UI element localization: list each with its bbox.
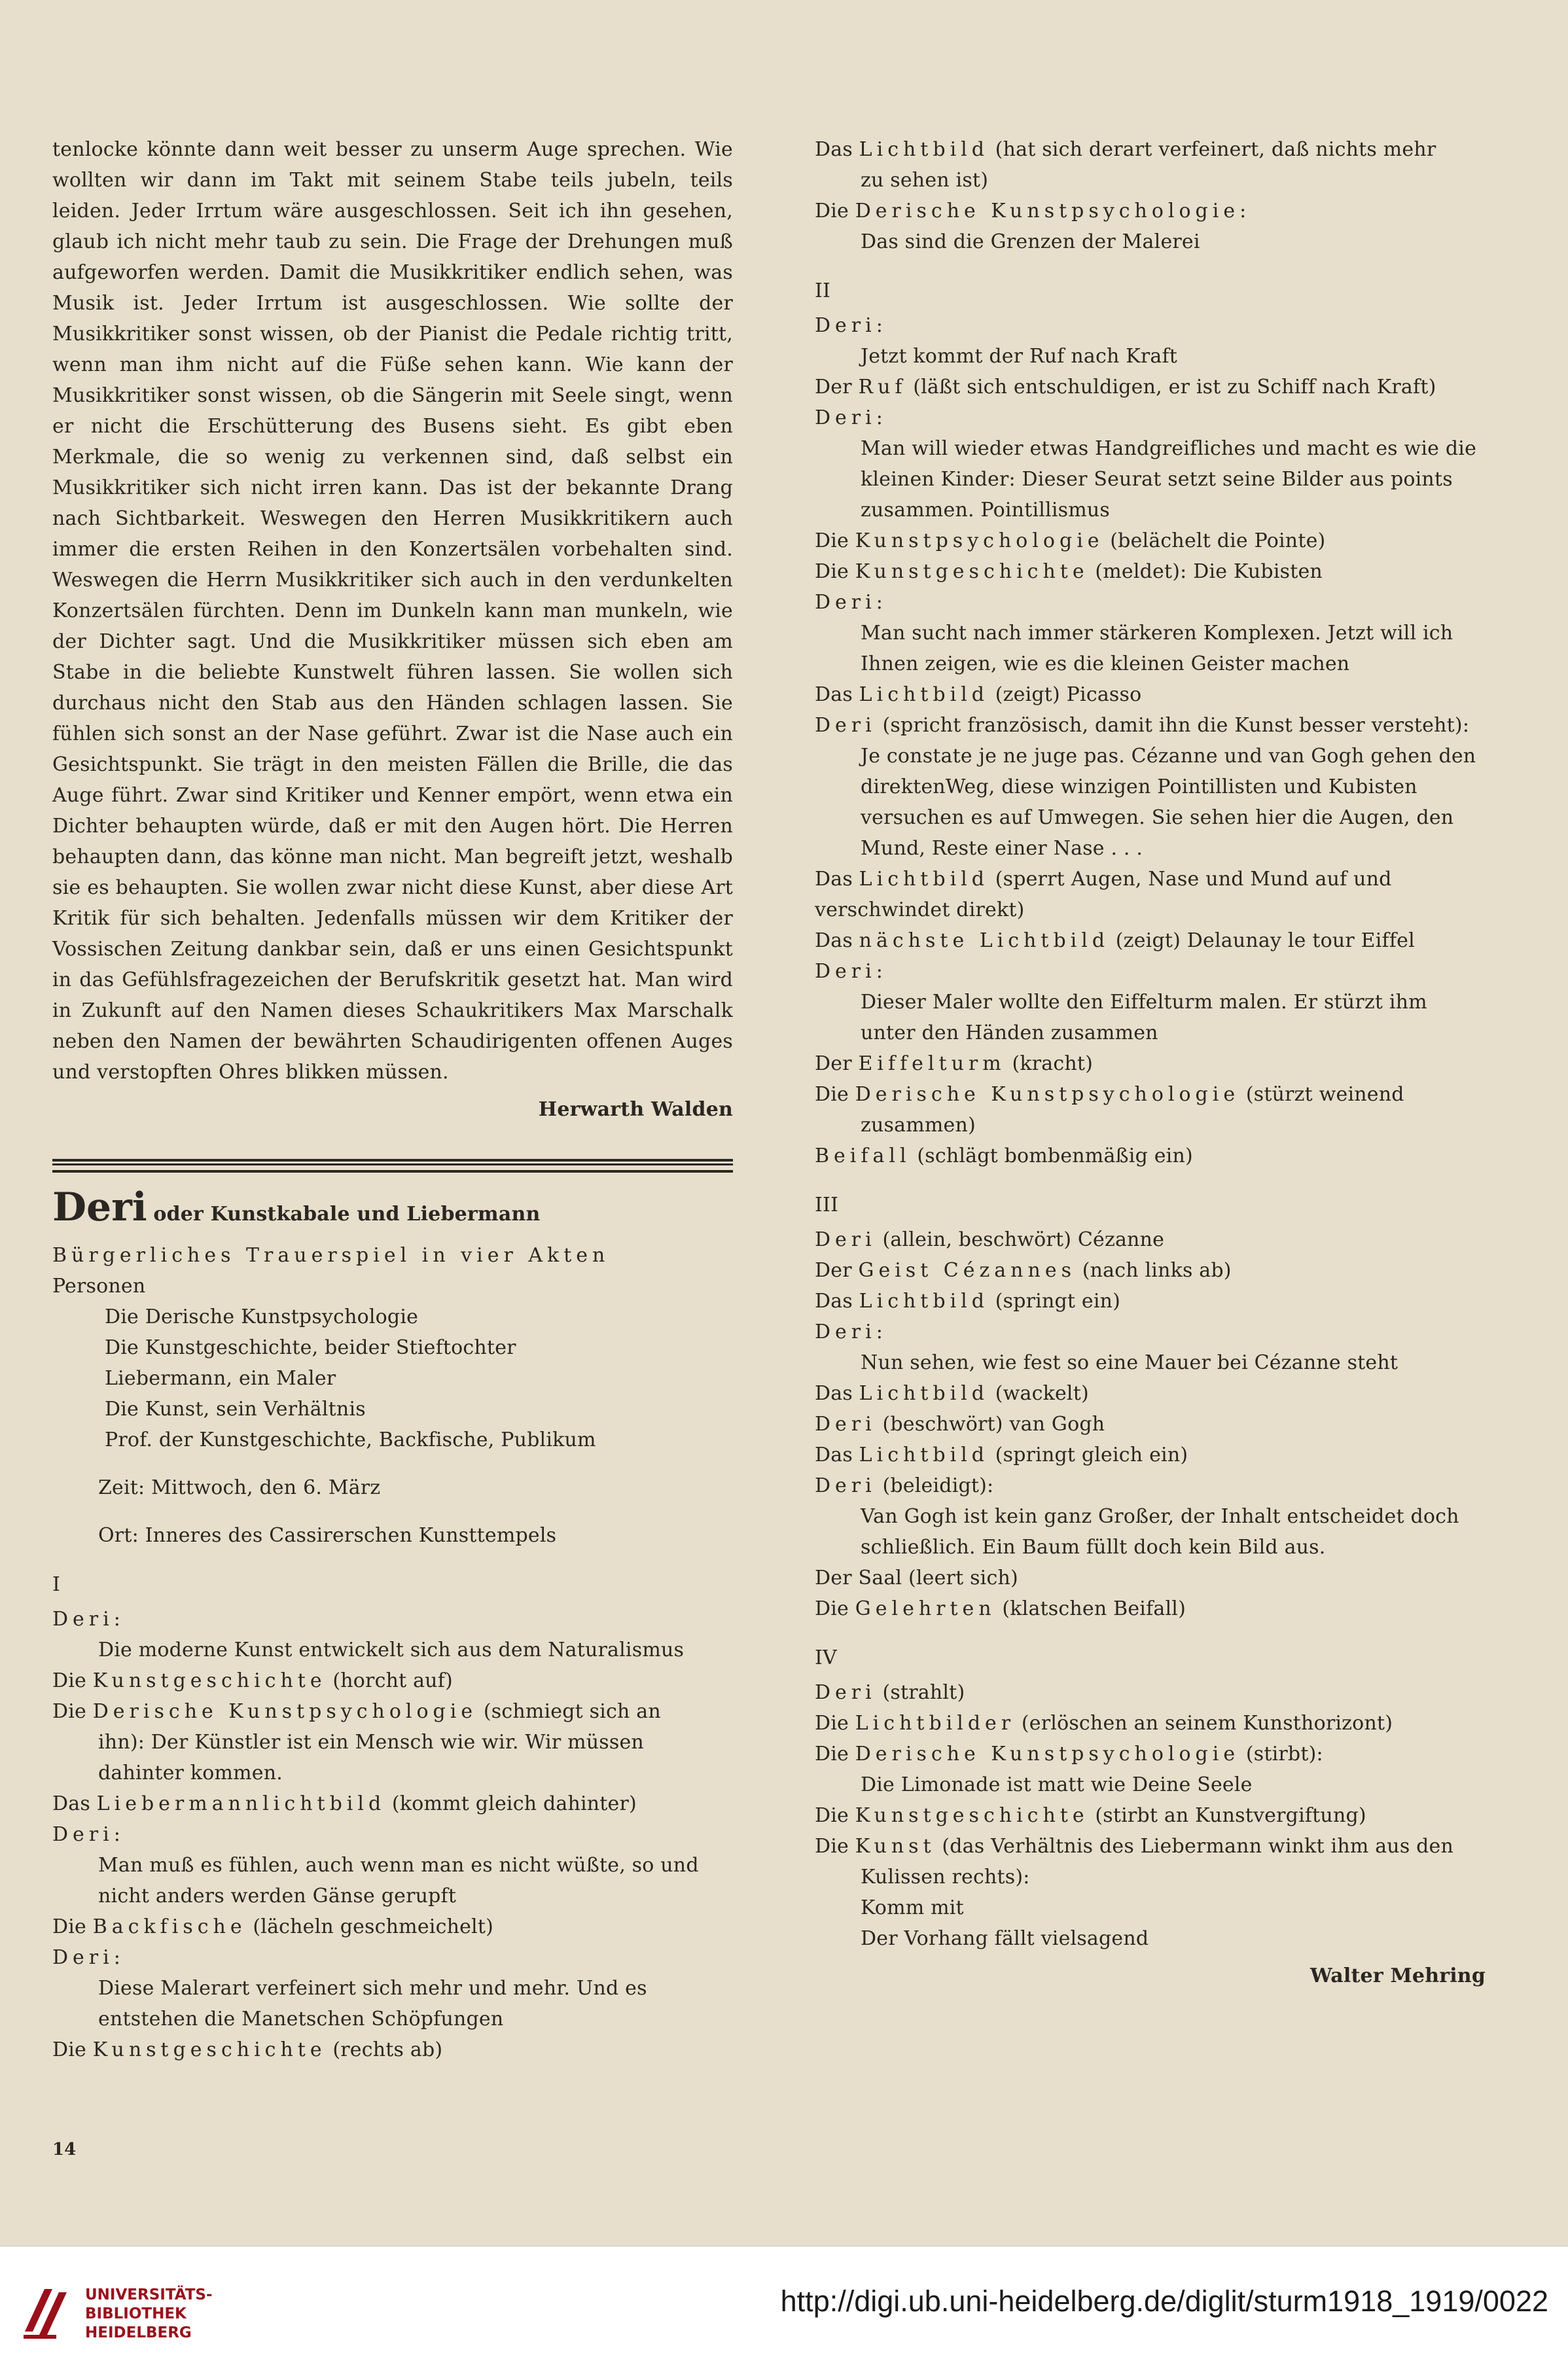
speaker-name: Derische Kunstpsychologie: [855, 1083, 1240, 1106]
speaker-name: Deri: [815, 960, 876, 983]
speaker-line: Das Lichtbild (hat sich derart verfeinert, daß nichts mehr: [815, 138, 1436, 161]
speaker-line: Das Lichtbild (springt ein): [815, 1290, 1121, 1313]
dialogue-line: Die moderne Kunst entwickelt sich aus dem Naturalismus: [98, 1639, 685, 1661]
speaker-name: Lichtbild: [859, 683, 989, 706]
speaker-name: Kunst: [855, 1835, 936, 1858]
page-number: 14: [52, 2140, 77, 2159]
play-title-rest: oder Kunstkabale und Liebermann: [153, 1203, 541, 1226]
speaker-name: Ruf: [858, 376, 907, 399]
speaker-name: Derische Kunstpsychologie: [855, 200, 1240, 222]
speaker-line: Deri:: [815, 314, 883, 337]
speaker-line: Die Derische Kunstpsychologie (schmiegt sich an: [52, 1700, 661, 1723]
speaker-name: Beifall: [815, 1145, 911, 1167]
dialogue-line: zusammen): [861, 1114, 976, 1137]
speaker-name: Kunstgeschichte: [92, 1669, 327, 1692]
source-url-link[interactable]: http://digi.ub.uni-heidelberg.de/diglit/sturm1918_1919/0022: [780, 2284, 1548, 2318]
speaker-name: Derische Kunstpsychologie: [92, 1700, 478, 1723]
speaker-line: Die Kunstgeschichte (rechts ab): [52, 2038, 443, 2061]
speaker-name: Kunstgeschichte: [855, 1804, 1089, 1827]
speaker-line: Deri (strahlt): [815, 1681, 965, 1704]
speaker-line: Deri (spricht französisch, damit ihn die Kunst besser versteht):: [815, 714, 1470, 737]
role-item: Liebermann, ein Maler: [105, 1367, 336, 1390]
speaker-name: Kunstpsychologie: [855, 529, 1104, 552]
speaker-line: Die Kunst (das Verhältnis des Liebermann winkt ihm aus den: [815, 1835, 1454, 1858]
play-place: Ort: Inneres des Cassirerschen Kunsttempels: [98, 1524, 557, 1547]
speaker-name: Deri: [815, 1228, 876, 1251]
dialogue-line: Van Gogh ist kein ganz Großer, der Inhalt entscheidet doch schließlich. Ein Baum füllt doch kein Bild aus.: [861, 1505, 1459, 1559]
library-name-line: HEIDELBERG: [85, 2324, 192, 2341]
speaker-line: Deri:: [815, 591, 883, 614]
speaker-line: Beifall (schlägt bombenmäßig ein): [815, 1145, 1193, 1167]
speaker-name: Geist Cézannes: [858, 1259, 1076, 1282]
stage-direction: Der Saal (leert sich): [815, 1567, 1018, 1589]
dialogue-line: Nun sehen, wie fest so eine Mauer bei Cézanne steht: [861, 1351, 1399, 1374]
speaker-line: Die Lichtbilder (erlöschen an seinem Kunsthorizont): [815, 1712, 1393, 1735]
dialogue-line: Je constate je ne juge pas. Cézanne und van Gogh gehen den direktenWeg, diese winzigen Pointillisten und Kubisten versuchen es auf Umwegen. Sie sehen hier die Augen, den Mund, Reste einer Nase . . .: [861, 745, 1476, 860]
library-name-line: UNIVERSITÄTS-: [85, 2286, 213, 2303]
play-title-main: Deri: [52, 1184, 147, 1230]
speaker-name: Deri: [815, 314, 876, 337]
play-title: [52, 1184, 733, 1230]
role-item: Die Kunst, sein Verhältnis: [105, 1398, 366, 1421]
dialogue-line: ihn): Der Künstler ist ein Mensch wie wir. Wir müssen dahinter kommen.: [98, 1731, 644, 1784]
speaker-name: Deri: [815, 1321, 876, 1343]
speaker-line: Die Derische Kunstpsychologie:: [815, 200, 1247, 222]
speaker-name: Eiffelturm: [858, 1052, 1006, 1075]
speaker-name: Lichtbild: [859, 1290, 989, 1313]
speaker-name: Deri: [52, 1608, 114, 1631]
speaker-name: Deri: [815, 714, 876, 737]
speaker-line: Deri:: [52, 1608, 121, 1631]
speaker-name: Derische Kunstpsychologie: [855, 1743, 1240, 1766]
role-item: Die Derische Kunstpsychologie: [105, 1305, 419, 1328]
dialogue-line: Die Limonade ist matt wie Deine Seele: [861, 1773, 1253, 1796]
speaker-line: Das Lichtbild (springt gleich ein): [815, 1444, 1188, 1466]
dialogue-line: Komm mit: [861, 1896, 964, 1919]
right-column: [815, 134, 1486, 1991]
speaker-name: Lichtbilder: [855, 1712, 1016, 1735]
speaker-line: Das Liebermannlichtbild (kommt gleich dahinter): [52, 1792, 637, 1815]
speaker-line: Deri:: [815, 960, 883, 983]
speaker-line: Deri:: [815, 1321, 883, 1343]
speaker-line: Die Kunstgeschichte (horcht auf): [52, 1669, 453, 1692]
speaker-line: Die Kunstpsychologie (belächelt die Pointe): [815, 529, 1326, 552]
speaker-name: Deri: [815, 1681, 876, 1704]
dialogue-line: Man sucht nach immer stärkeren Komplexen. Jetzt will ich Ihnen zeigen, wie es die kleinen Geister machen: [861, 622, 1453, 675]
dialogue-line: Man muß es fühlen, auch wenn man es nicht wüßte, so und nicht anders werden Gänse gerupft: [98, 1854, 699, 1908]
article-paragraph: tenlocke könnte dann weit besser zu unserm Auge sprechen. Wie wollten wir dann im Takt mit seinem Stabe teils jubeln, teils leiden. Jeder Irrtum wäre ausgeschlossen. Seit ich ihn gesehen, glaub ich nicht mehr taub zu sein. Die Frage der Drehungen muß aufgeworfen werden. Damit die Musikkritiker endlich sehen, was Musik ist. Jeder Irrtum ist ausgeschlossen. Wie sollte der Musikkritiker sonst wissen, ob der Pianist die Pedale richtig tritt, wenn man ihm nicht auf die Füße sehen kann. Wie kann der Musikkritiker sonst wissen, ob die Sängerin mit Seele singt, wenn er nicht die Erschütterung des Busens sieht. Es gibt eben Merkmale, die so wenig zu verkennen sind, daß selbst ein Musikkritiker sich nicht irren kann. Das ist der bekannte Drang nach Sichtbarkeit. Weswegen den Herren Musikkritikern auch immer die ersten Reihen in den Konzertsälen vorbehalten sind. Weswegen die Herrn Musikkritiker sich auch in den verdunkelten Konzertsälen fürchten. Denn im Dunkeln kann man munkeln, wie der Dichter sagt. Und die Musikkritiker müssen sich eben am Stabe in die beliebte Kunstwelt führen lassen. Sie wollen sich durchaus nicht den Stab aus den Händen schlagen lassen. Sie fühlen sich sonst an der Nase geführt. Zwar ist die Nase auch ein Gesichtspunkt. Sie trägt in den meisten Fällen die Brille, die das Auge führt. Zwar sind Kritiker und Kenner empört, wenn etwa ein Dichter behaupten würde, daß er mit den Augen hört. Die Herren behaupten dann, das könne man nicht. Man begreift jetzt, weshalb sie es behaupten. Sie wollen zwar nicht diese Kunst, aber diese Art Kritik für sich behalten. Jedenfalls müssen wir dem Kritiker der Vossischen Zeitung dankbar sein, daß er uns einen Gesichtspunkt in das Gefühlsfragezeichen der Berufskritik gesetzt hat. Man wird in Zukunft auf den Namen dieses Schaukritikers Max Marschalk neben den Namen der bewährten Schaudirigenten offenen Auges und verstopften Ohres blikken müssen.: [52, 138, 733, 1084]
speaker-line: Deri (beleidigt):: [815, 1474, 994, 1497]
speaker-name: Lichtbild: [859, 1444, 989, 1466]
left-column: [52, 134, 733, 2065]
library-logo-icon: [18, 2282, 71, 2341]
library-footer: [0, 2246, 1568, 2378]
dialogue-line: Dieser Maler wollte den Eiffelturm malen. Er stürzt ihm unter den Händen zusammen: [861, 991, 1427, 1044]
speaker-line: Deri (beschwört) van Gogh: [815, 1413, 1105, 1436]
act-heading: II: [815, 279, 831, 302]
play-signature: Walter Mehring: [1310, 1964, 1486, 1987]
speaker-line: Die Derische Kunstpsychologie (stürzt weinend: [815, 1083, 1404, 1106]
library-name-line: BIBLIOTHEK: [85, 2305, 187, 2322]
speaker-name: Deri: [52, 1946, 114, 1969]
speaker-name: Liebermannlichtbild: [96, 1792, 386, 1815]
speaker-line: Deri:: [52, 1946, 121, 1969]
dialogue-line: Der Vorhang fällt vielsagend: [861, 1927, 1149, 1950]
speaker-line: Die Kunstgeschichte (meldet): Die Kubisten: [815, 560, 1323, 583]
dialogue-line: zu sehen ist): [861, 169, 989, 192]
speaker-name: Backfische: [92, 1915, 247, 1938]
speaker-name: Deri: [815, 591, 876, 614]
speaker-name: Gelehrten: [855, 1597, 996, 1620]
personen-label: Personen: [52, 1275, 146, 1298]
act-one-lines: [52, 1569, 733, 2065]
speaker-line: Deri:: [815, 406, 883, 429]
play-subtitle: Bürgerliches Trauerspiel in vier Akten: [52, 1244, 610, 1267]
speaker-line: Die Backfische (lächeln geschmeichelt): [52, 1915, 493, 1938]
act-heading: I: [52, 1573, 61, 1596]
speaker-line: Die Derische Kunstpsychologie (stirbt):: [815, 1743, 1323, 1766]
speaker-name: nächste Lichtbild: [859, 929, 1110, 952]
role-item: Prof. der Kunstgeschichte, Backfische, Publikum: [105, 1429, 596, 1451]
library-name: [85, 2286, 213, 2343]
dialogue-line: Jetzt kommt der Ruf nach Kraft: [861, 345, 1178, 368]
speaker-name: Deri: [52, 1823, 114, 1846]
act-heading: IV: [815, 1646, 837, 1669]
role-item: Die Kunstgeschichte, beider Stieftochter: [105, 1336, 516, 1359]
speaker-name: Kunstgeschichte: [92, 2038, 327, 2061]
dialogue-line: Das sind die Grenzen der Malerei: [861, 230, 1200, 253]
speaker-name: Deri: [815, 406, 876, 429]
speaker-line: Deri (allein, beschwört) Cézanne: [815, 1228, 1165, 1251]
speaker-name: Deri: [815, 1474, 876, 1497]
dialogue-line: Man will wieder etwas Handgreifliches und macht es wie die kleinen Kinder: Dieser Seurat setzt seine Bilder aus points zusammen. Pointillismus: [861, 437, 1477, 522]
speaker-line: Das Lichtbild (sperrt Augen, Nase und Mund auf und verschwindet direkt): [815, 868, 1392, 921]
speaker-line: Das Lichtbild (wackelt): [815, 1382, 1089, 1405]
speaker-name: Lichtbild: [859, 868, 989, 891]
act-heading: III: [815, 1194, 839, 1216]
speaker-name: Lichtbild: [859, 138, 989, 161]
dialogue-line: Kulissen rechts):: [861, 1866, 1030, 1889]
speaker-line: Die Kunstgeschichte (stirbt an Kunstvergiftung): [815, 1804, 1366, 1827]
article-signature: Herwarth Walden: [538, 1098, 733, 1121]
speaker-line: Der Eiffelturm (kracht): [815, 1052, 1094, 1075]
speaker-line: Deri:: [52, 1823, 121, 1846]
speaker-name: Lichtbild: [859, 1382, 989, 1405]
speaker-line: Der Ruf (läßt sich entschuldigen, er ist zu Schiff nach Kraft): [815, 376, 1436, 399]
speaker-line: Das nächste Lichtbild (zeigt) Delaunay le tour Eiffel: [815, 929, 1415, 952]
dialogue-line: Diese Malerart verfeinert sich mehr und mehr. Und es entstehen die Manetschen Schöpfungen: [98, 1977, 647, 2031]
speaker-line: Die Gelehrten (klatschen Beifall): [815, 1597, 1186, 1620]
speaker-name: Deri: [815, 1413, 876, 1436]
section-divider: [52, 1159, 733, 1173]
roles-list: [52, 1302, 733, 1455]
speaker-name: Kunstgeschichte: [855, 560, 1089, 583]
play-time: Zeit: Mittwoch, den 6. März: [98, 1476, 381, 1499]
play-lines-continued: [815, 134, 1486, 1954]
speaker-line: Der Geist Cézannes (nach links ab): [815, 1259, 1232, 1282]
speaker-line: Das Lichtbild (zeigt) Picasso: [815, 683, 1142, 706]
